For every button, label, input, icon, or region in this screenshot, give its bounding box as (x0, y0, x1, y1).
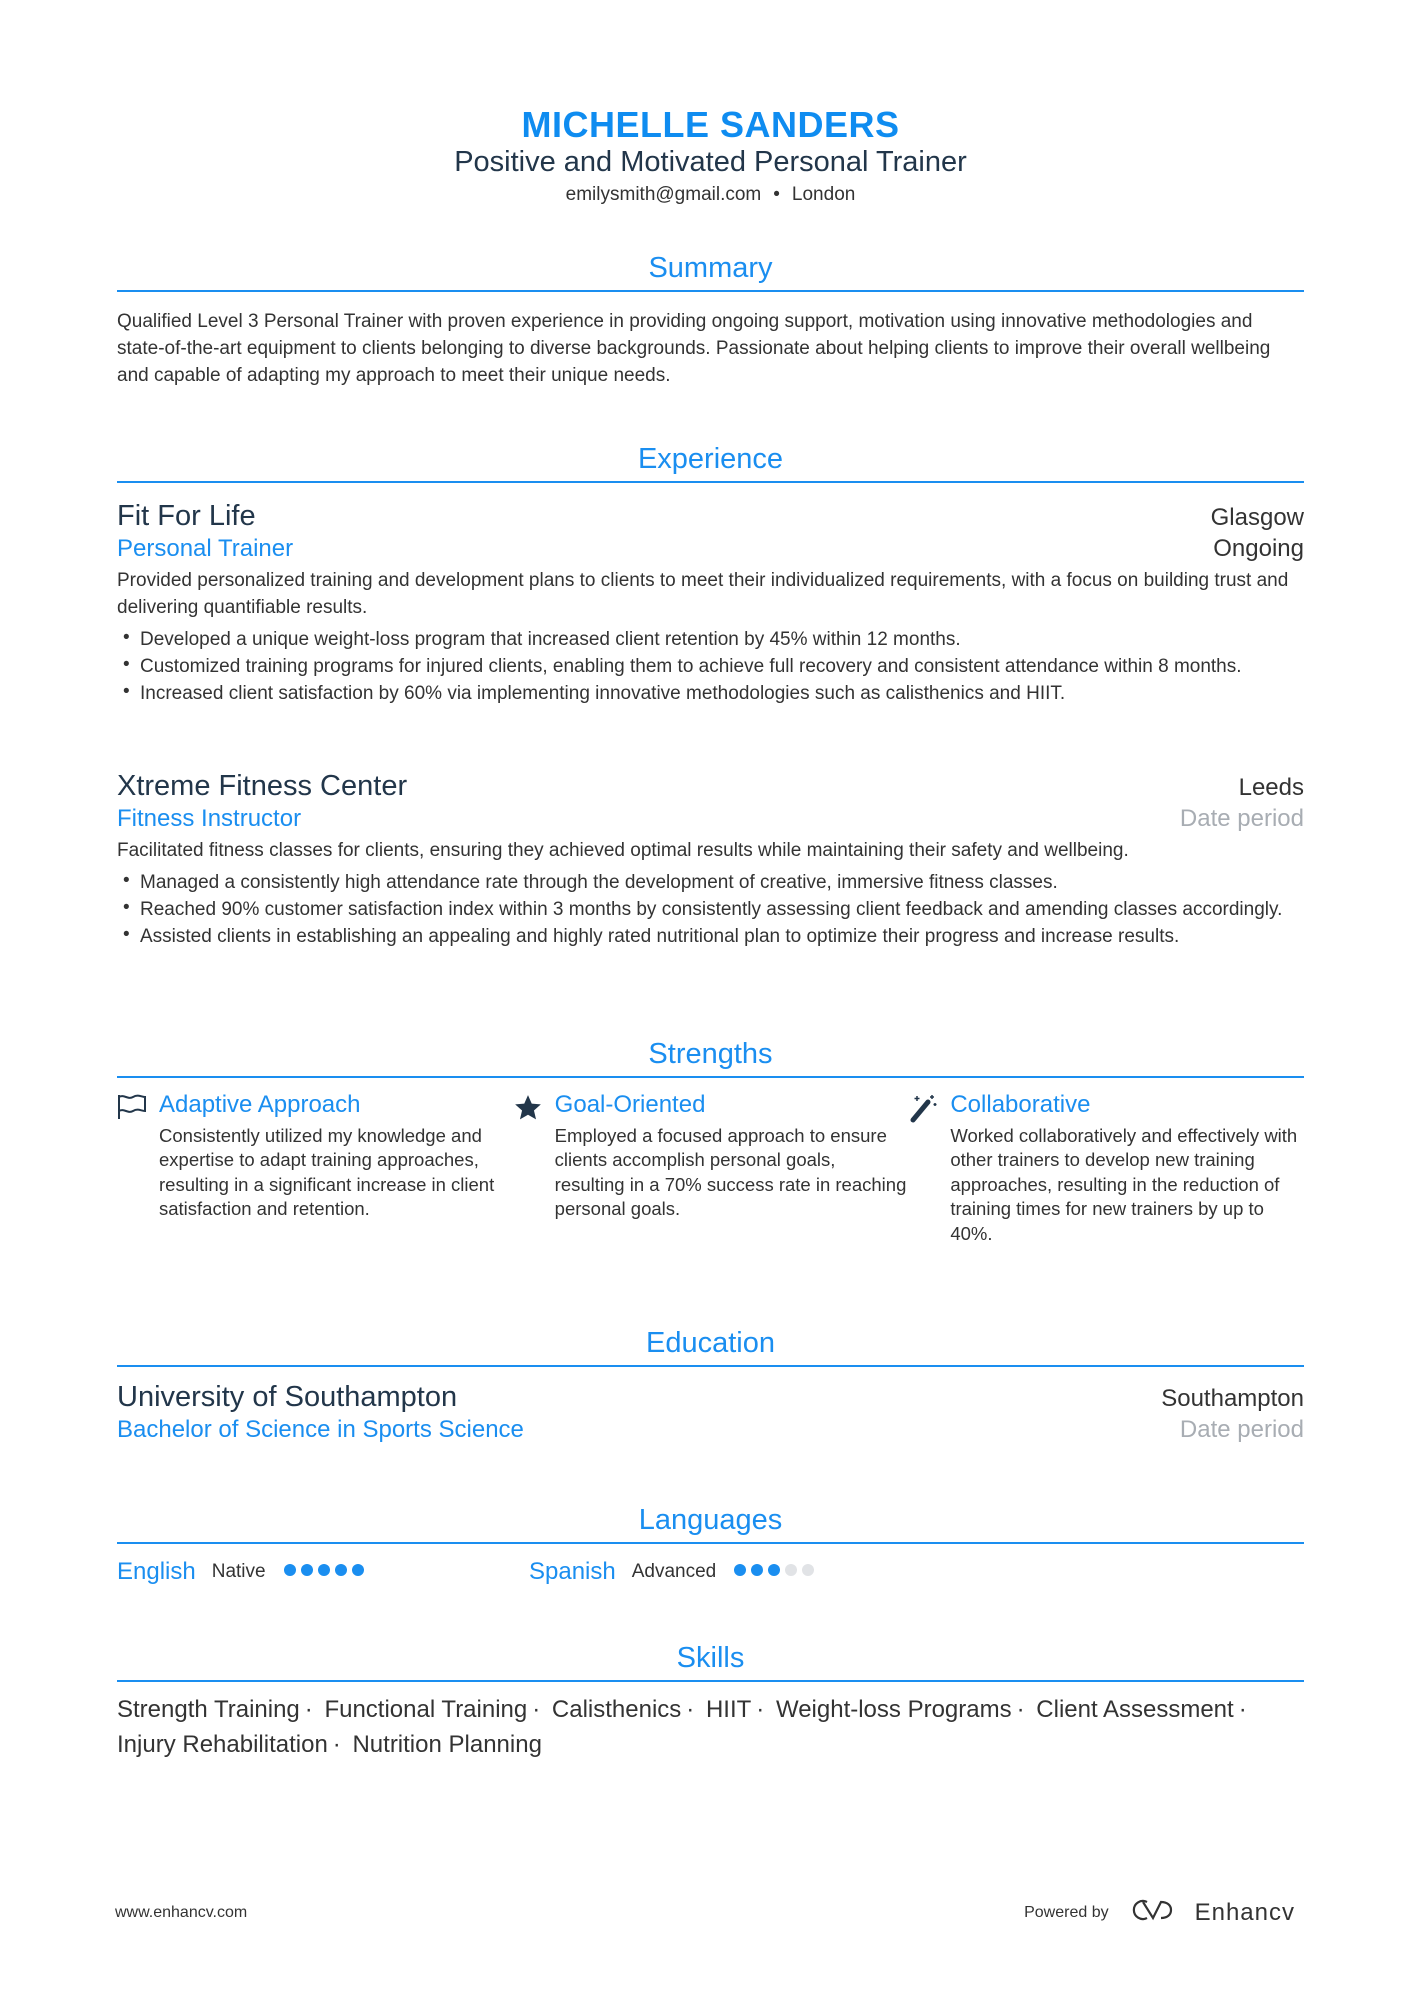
strength-title: Collaborative (950, 1091, 1091, 1118)
job-location: Leeds (1238, 774, 1304, 801)
company-name: Fit For Life (117, 500, 256, 532)
skill-item: Client Assessment (1036, 1696, 1234, 1723)
magic-wand-icon (908, 1090, 950, 1246)
skill-item: Calisthenics (551, 1696, 682, 1723)
section-heading: Skills (676, 1642, 745, 1674)
skill-separator: · (1016, 1696, 1025, 1723)
education-section (117, 1327, 1304, 1444)
skill-separator: · (332, 1731, 341, 1758)
rating-dot-filled (335, 1564, 347, 1576)
bullet: • Developed a unique weight-loss program that increased client retention by 45% within 12 months. (117, 626, 1304, 653)
contact-line (117, 184, 1304, 206)
website-link[interactable]: www.enhancv.com (115, 1903, 248, 1921)
rating-dot-filled (301, 1564, 313, 1576)
bullet: • Reached 90% customer satisfaction index within 3 months by consistently assessing client feedback and amending classes accordingly. (117, 896, 1304, 923)
strength-title: Goal-Oriented (554, 1091, 706, 1118)
section-heading: Experience (637, 443, 784, 475)
language-name: Spanish (529, 1558, 616, 1585)
summary-section (117, 252, 1304, 389)
skill-item: Functional Training (324, 1696, 528, 1723)
experience-section (117, 443, 1304, 483)
strength-text: Consistently utilized my knowledge and expertise to adapt training approaches, resulting in a significant increase in client satisfaction and retention. (159, 1125, 495, 1220)
rating-dot-filled (751, 1564, 763, 1576)
rating-dot-filled (318, 1564, 330, 1576)
divider (117, 1365, 1304, 1367)
strength-text: Worked collaboratively and effectively with other trainers to develop new training approaches, resulting in the reduction of training times for new trainers by up to 40%. (950, 1125, 1298, 1244)
school-location: Southampton (1161, 1385, 1304, 1412)
enhancv-logo-icon (1129, 1898, 1175, 1927)
education-date: Date period (1179, 1416, 1304, 1443)
divider (117, 1076, 1304, 1078)
location: London (791, 184, 856, 205)
job-bullets (117, 626, 1304, 707)
degree: Bachelor of Science in Sports Science (117, 1416, 524, 1443)
separator: • (773, 184, 780, 205)
divider (117, 1542, 1304, 1544)
skill-item: Weight-loss Programs (775, 1696, 1012, 1723)
star-icon (513, 1090, 555, 1246)
skill-separator: · (532, 1696, 541, 1723)
strength-item (908, 1090, 1304, 1246)
job-role: Fitness Instructor (117, 805, 302, 832)
rating-dot-filled (734, 1564, 746, 1576)
section-heading: Languages (638, 1504, 783, 1536)
skill-separator: · (1238, 1696, 1247, 1723)
language-item (529, 1558, 941, 1586)
bullet: • Customized training programs for injured clients, enabling them to achieve full recovery and consistent attendance within 8 months. (117, 653, 1304, 680)
skill-separator: · (304, 1696, 313, 1723)
brand-name: Enhancv (1194, 1898, 1295, 1926)
company-name: Xtreme Fitness Center (117, 770, 408, 802)
skills-list (117, 1692, 1304, 1762)
language-item (117, 1558, 529, 1586)
strength-item (513, 1090, 909, 1246)
job-description: Facilitated fitness classes for clients, ensuring they achieved optimal results while maintaining their safety and wellbeing. (117, 840, 1129, 861)
divider (117, 481, 1304, 483)
job-bullets (117, 869, 1304, 950)
job-description: Provided personalized training and development plans to clients to meet their individualized requirements, with a focus on building trust and delivering quantifiable results. (117, 570, 1289, 618)
job-entry (117, 770, 1304, 950)
divider (117, 1680, 1304, 1682)
divider (117, 290, 1304, 292)
skill-item: Injury Rehabilitation (117, 1731, 328, 1758)
rating-dot-empty (802, 1564, 814, 1576)
section-heading: Summary (648, 252, 773, 284)
section-heading: Education (646, 1327, 775, 1359)
job-role: Personal Trainer (117, 535, 294, 562)
skill-separator: · (686, 1696, 695, 1723)
job-entry (117, 500, 1304, 707)
job-date: Ongoing (1213, 535, 1304, 562)
language-rating (734, 1563, 819, 1581)
school-name: University of Southampton (117, 1381, 458, 1413)
skill-separator: · (756, 1696, 765, 1723)
strength-title: Adaptive Approach (159, 1091, 361, 1118)
rating-dot-empty (785, 1564, 797, 1576)
bullet: • Managed a consistently high attendance rate through the development of creative, immersive fitness classes. (117, 869, 1304, 896)
language-level: Advanced (631, 1561, 717, 1582)
job-location: Glasgow (1210, 504, 1304, 531)
skill-item: Strength Training (117, 1696, 300, 1723)
languages-section (117, 1504, 1304, 1586)
rating-dot-filled (352, 1564, 364, 1576)
language-level: Native (211, 1561, 266, 1582)
bullet: • Assisted clients in establishing an appealing and highly rated nutritional plan to optimize their progress and increase results. (117, 923, 1304, 950)
email[interactable]: emilysmith@gmail.com (565, 184, 762, 205)
language-rating (284, 1563, 369, 1581)
footer (115, 1898, 1295, 1927)
skill-item: Nutrition Planning (352, 1731, 542, 1758)
summary-text: Qualified Level 3 Personal Trainer with proven experience in providing ongoing support, motivation using innovative methodologies and state-of-the-art equipment to clients belonging to diverse backgrounds. Passionate about helping clients to improve their overall wellbeing and capable of adapting my approach to meet their unique needs. (117, 311, 1271, 386)
rating-dot-filled (284, 1564, 296, 1576)
powered-by (1024, 1898, 1295, 1927)
skill-item: HIIT (705, 1696, 752, 1723)
powered-by-label: Powered by (1024, 1903, 1109, 1921)
flag-icon (117, 1090, 159, 1246)
rating-dot-filled (768, 1564, 780, 1576)
candidate-name: MICHELLE SANDERS (521, 104, 900, 145)
skills-section (117, 1642, 1304, 1762)
section-heading: Strengths (648, 1038, 773, 1070)
strength-text: Employed a focused approach to ensure clients accomplish personal goals, resulting in a 70% success rate in reaching personal goals. (554, 1125, 907, 1220)
strength-item (117, 1090, 513, 1246)
candidate-title: Positive and Motivated Personal Trainer (454, 146, 967, 178)
bullet: • Increased client satisfaction by 60% via implementing innovative methodologies such as calisthenics and HIIT. (117, 680, 1304, 707)
strengths-section (117, 1038, 1304, 1246)
job-date: Date period (1179, 805, 1304, 832)
language-name: English (117, 1558, 196, 1585)
